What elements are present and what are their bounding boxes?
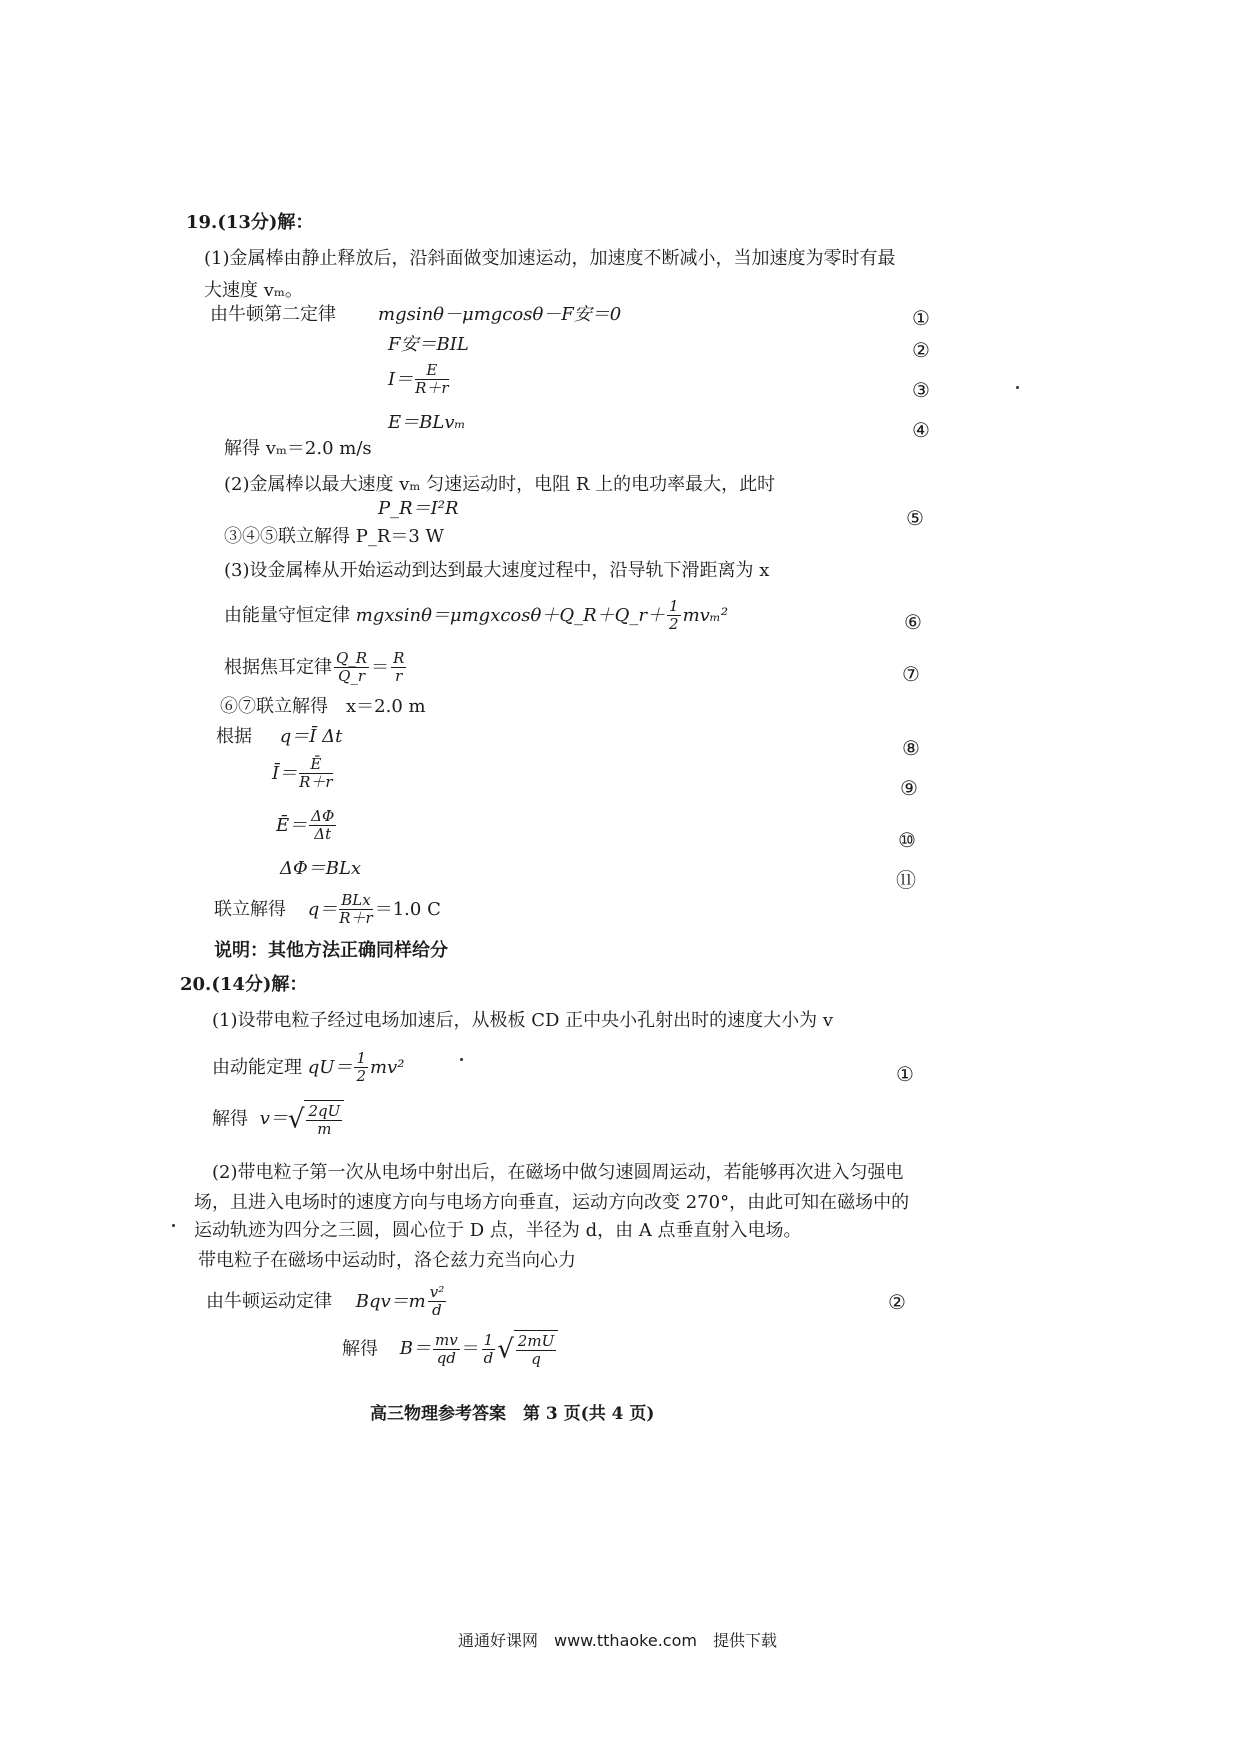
eq7-denominator-right: r: [395, 667, 403, 686]
q20-eq2-fraction: [428, 1284, 447, 1320]
q19-solution-3: ⑥⑦联立解得 x＝2.0 m: [220, 696, 426, 717]
eq3-left: I＝: [388, 368, 414, 390]
sol4-label: 联立解得: [214, 898, 286, 920]
q20-marker-2: ②: [888, 1290, 906, 1314]
eq9-numerator: Ē: [299, 756, 332, 774]
eq7-label: 根据焦耳定律: [224, 656, 332, 678]
eq9-fraction: [299, 756, 332, 792]
q20-eq2-denominator: d: [432, 1301, 442, 1320]
q19-eq1-label: 由牛顿第二定律: [210, 304, 336, 325]
q19-heading: 19.(13分)解：: [186, 212, 314, 233]
q19-marker-6: ⑥: [904, 610, 922, 634]
eq3-denominator: R＋r: [415, 379, 449, 398]
q19-equation-4: E＝BLvₘ: [388, 412, 466, 433]
q20-part2-text-4: 带电粒子在磁场中运动时，洛仑兹力充当向心力: [198, 1250, 576, 1271]
q19-equation-8: [216, 728, 342, 746]
q20-eq1-left: qU＝: [307, 1056, 353, 1078]
sol4-fraction: [339, 892, 372, 928]
q20-solution-1: [212, 1100, 344, 1139]
q20-sol2-numerator-2: 1: [483, 1330, 494, 1349]
q19-equation-1: mgsinθ－μmgcosθ－F安＝0: [378, 304, 622, 325]
q19-marker-10: ⑩: [898, 828, 916, 852]
q20-part2-text: (2)带电粒子第一次从电场中射出后，在磁场中做匀速圆周运动，若能够再次进入匀强电: [212, 1162, 904, 1183]
eq6-denominator: 2: [669, 615, 679, 634]
q20-eq1-tail: mv²: [369, 1056, 405, 1078]
q19-marker-1: ①: [912, 306, 930, 330]
q20-sol2-fraction-2: [482, 1332, 496, 1368]
q20-sol1-label: 解得: [212, 1108, 248, 1130]
eq6-label: 由能量守恒定律: [224, 604, 350, 626]
q19-equation-9: [272, 756, 335, 792]
eq6-numerator: 1: [669, 597, 679, 615]
eq7-denominator-left: Q_r: [338, 667, 366, 686]
q20-eq2-left: Bqv＝m: [355, 1290, 426, 1312]
eq10-denominator: Δt: [314, 825, 332, 844]
eq9-denominator: R＋r: [299, 773, 333, 792]
q19-marker-2: ②: [912, 338, 930, 362]
q20-eq1-label: 由动能定理: [212, 1056, 302, 1078]
q19-equation-10: [276, 808, 338, 844]
q20-eq2-label: 由牛顿运动定律: [206, 1290, 332, 1312]
q20-sol1-fraction: [306, 1103, 342, 1139]
q19-solution-4: [214, 892, 441, 928]
q20-eq1-numerator: 1: [356, 1049, 366, 1067]
eq6-tail: mvₘ²: [682, 604, 729, 626]
q19-marker-3: ③: [912, 378, 930, 402]
eq7-numerator-right: R: [393, 649, 405, 667]
q20-sol2-denominator-3: q: [531, 1350, 541, 1369]
eq8-main: q＝Ī Δt: [279, 726, 343, 747]
eq10-fraction: [309, 808, 336, 844]
q19-note: 说明：其他方法正确同样给分: [214, 940, 448, 961]
q20-equation-2: [206, 1284, 448, 1320]
q20-sol1-sqrt: [288, 1100, 344, 1139]
eq7-fraction-left: [334, 650, 369, 686]
q20-sol2-equals: ＝: [461, 1338, 480, 1360]
eq3-numerator: E: [415, 362, 448, 380]
q19-solution-2: ③④⑤联立解得 P_R＝3 W: [224, 526, 445, 547]
q19-marker-9: ⑨: [900, 776, 918, 800]
scan-speck: [460, 1058, 463, 1061]
q20-eq1-denominator: 2: [356, 1067, 366, 1086]
q19-equation-6: [224, 598, 728, 634]
q19-part1-text-cont: 大速度 vₘ。: [204, 280, 303, 301]
q20-sol1-radicand: [304, 1100, 344, 1139]
q19-marker-7: ⑦: [902, 662, 920, 686]
q20-part2-text-3: 运动轨迹为四分之三圆，圆心位于 D 点，半径为 d，由 A 点垂直射入电场。: [194, 1220, 802, 1241]
eq7-equals: ＝: [371, 656, 390, 678]
q20-sol2-fraction-3: [516, 1333, 556, 1369]
q19-part2-text: (2)金属棒以最大速度 vₘ 匀速运动时，电阻 R 上的电功率最大，此时: [224, 474, 776, 495]
q19-marker-11: ⑪: [896, 868, 916, 892]
q20-solution-2: [342, 1330, 558, 1369]
q19-solution-1: 解得 vₘ＝2.0 m/s: [224, 438, 372, 459]
q20-heading: 20.(14分)解：: [180, 974, 308, 995]
eq3-fraction: [415, 362, 448, 398]
q19-marker-8: ⑧: [902, 736, 920, 760]
q19-part3-text: (3)设金属棒从开始运动到达到最大速度过程中，沿导轨下滑距离为 x: [224, 560, 770, 581]
q19-equation-3: [388, 362, 451, 398]
q20-sol2-fraction-1: [433, 1332, 460, 1368]
q20-sol2-label: 解得: [342, 1338, 378, 1360]
eq7-numerator-left: Q_R: [336, 649, 368, 667]
q20-sol2-numerator-1: mv: [434, 1330, 458, 1349]
q20-sol2-radicand: [514, 1330, 558, 1369]
source-watermark-text: 通通好课网 www.tthaoke.com 提供下载: [458, 1631, 777, 1650]
eq10-numerator: ΔΦ: [311, 807, 335, 825]
scan-speck: [172, 1224, 175, 1227]
eq6-fraction: [667, 598, 681, 634]
scan-speck: [1016, 386, 1019, 389]
eq7-fraction-right: [391, 650, 406, 686]
q20-sol2-denominator-2: d: [483, 1348, 494, 1367]
eq9-left: Ī＝: [272, 762, 298, 784]
q19-part1-text: (1)金属棒由静止释放后，沿斜面做变加速运动，加速度不断减小，当加速度为零时有最: [204, 248, 896, 269]
eq10-left: Ē＝: [276, 814, 308, 836]
page-footer-info: 高三物理参考答案 第 3 页(共 4 页): [370, 1404, 655, 1424]
q20-eq2-numerator: v²: [429, 1283, 445, 1301]
q20-eq1-fraction: [354, 1050, 368, 1086]
q19-equation-2: F安＝BIL: [388, 334, 469, 355]
sqrt-symbol: √: [287, 1104, 305, 1135]
eq6-main: mgxsinθ＝μmgxcosθ＋Q_R＋Q_r＋: [355, 604, 666, 626]
q20-sol1-left: v＝: [259, 1108, 288, 1130]
q19-equation-5: P_R＝I²R: [378, 498, 459, 519]
q20-marker-1: ①: [896, 1062, 914, 1086]
q20-part2-text-2: 场，且进入电场时的速度方向与电场方向垂直，运动方向改变 270°，由此可知在磁场中的: [194, 1192, 910, 1213]
q20-sol1-denominator: m: [317, 1120, 332, 1139]
q19-equation-11: ΔΦ＝BLx: [280, 858, 362, 879]
q19-marker-4: ④: [912, 418, 930, 442]
q20-sol2-numerator-3: 2mU: [517, 1332, 555, 1350]
eq8-label: 根据: [216, 726, 252, 747]
q20-sol2-denominator-1: qd: [436, 1348, 456, 1367]
q20-sol2-sqrt: [497, 1330, 558, 1369]
q19-marker-5: ⑤: [906, 506, 924, 530]
q20-part1-text: (1)设带电粒子经过电场加速后，从极板 CD 正中央小孔射出时的速度大小为 v: [212, 1010, 834, 1031]
q19-equation-7: [224, 650, 408, 686]
sol4-left: q＝: [307, 898, 338, 920]
sqrt-symbol: √: [497, 1334, 514, 1365]
sol4-right: ＝1.0 C: [374, 898, 441, 920]
q20-sol1-numerator: 2qU: [308, 1102, 341, 1120]
sol4-numerator: BLx: [339, 892, 372, 910]
sol4-denominator: R＋r: [339, 909, 373, 928]
q20-equation-1: [212, 1050, 404, 1086]
q20-sol2-left: B＝: [399, 1338, 431, 1360]
